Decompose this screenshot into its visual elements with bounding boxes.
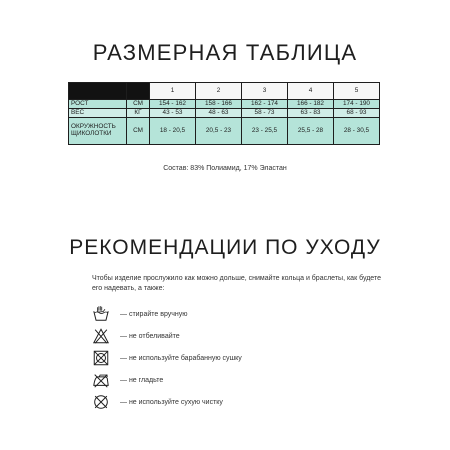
table-cell: 68 - 93 — [334, 109, 380, 118]
header-blank-cell — [69, 83, 127, 100]
table-cell: 154 - 162 — [150, 100, 196, 109]
care-item-text: — не используйте барабанную сушку — [120, 354, 242, 362]
table-cell: 58 - 73 — [242, 109, 288, 118]
no-iron-icon — [92, 371, 110, 389]
size-table — [68, 82, 380, 145]
care-title: РЕКОМЕНДАЦИИ ПО УХОДУ — [69, 236, 381, 259]
size-number: 3 — [242, 83, 288, 100]
table-cell: 43 - 53 — [150, 109, 196, 118]
table-cell: 23 - 25,5 — [242, 118, 288, 145]
table-cell: 20,5 - 23 — [196, 118, 242, 145]
size-number: 2 — [196, 83, 242, 100]
care-item — [92, 305, 188, 323]
no-tumble-dry-icon — [92, 349, 110, 367]
table-cell: 48 - 63 — [196, 109, 242, 118]
care-item — [92, 327, 180, 345]
table-cell: 28 - 30,5 — [334, 118, 380, 145]
care-item-text: — не используйте сухую чистку — [120, 398, 223, 406]
table-cell: 166 - 182 — [288, 100, 334, 109]
table-cell: 25,5 - 28 — [288, 118, 334, 145]
size-number: 5 — [334, 83, 380, 100]
row-label: РОСТ — [69, 100, 127, 109]
size-table-title: РАЗМЕРНАЯ ТАБЛИЦА — [92, 40, 358, 65]
size-number: 4 — [288, 83, 334, 100]
care-item-text: — стирайте вручную — [120, 310, 188, 318]
row-unit: СМ — [127, 118, 150, 145]
table-cell: 162 - 174 — [242, 100, 288, 109]
care-intro: Чтобы изделие прослужило как можно дольше, снимайте кольца и браслеты, как будете его надевать, а также: — [92, 275, 381, 292]
care-item — [92, 393, 223, 411]
table-cell: 18 - 20,5 — [150, 118, 196, 145]
size-number: 1 — [150, 83, 196, 100]
table-row-ankle — [69, 118, 380, 145]
table-cell: 158 - 166 — [196, 100, 242, 109]
care-item-text: — не отбеливайте — [120, 332, 180, 340]
row-label: ВЕС — [69, 109, 127, 118]
table-row-weight — [69, 109, 380, 118]
care-item — [92, 371, 163, 389]
care-item-text: — не гладьте — [120, 376, 164, 384]
row-label: ОКРУЖНОСТЬ ЩИКОЛОТКИ — [69, 118, 127, 145]
table-row-height — [69, 100, 380, 109]
table-cell: 63 - 83 — [288, 109, 334, 118]
size-header-row — [69, 83, 380, 100]
hand-wash-icon — [92, 305, 110, 323]
composition-text: Состав: 83% Полиамид, 17% Эластан — [163, 165, 287, 172]
header-blank-cell — [127, 83, 150, 100]
row-unit: СМ — [127, 100, 150, 109]
table-cell: 174 - 190 — [334, 100, 380, 109]
no-dry-clean-icon — [92, 393, 110, 411]
no-bleach-icon — [92, 327, 110, 345]
care-item — [92, 349, 242, 367]
row-unit: КГ — [127, 109, 150, 118]
